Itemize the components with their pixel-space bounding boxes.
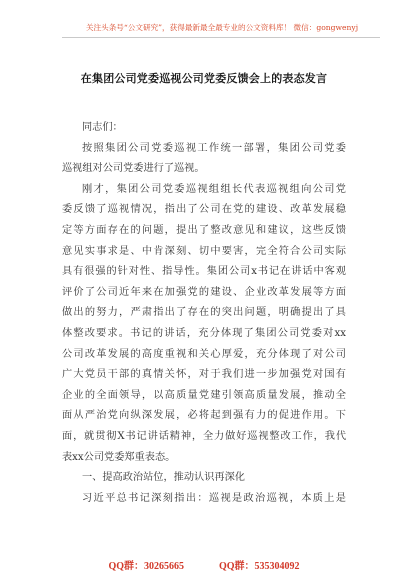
- document-title: 在集团公司党委巡视公司党委反馈会上的表态发言: [80, 72, 328, 85]
- page-header: [62, 21, 380, 38]
- body-line: 定等方面存在的问题，提出了整改意见和建议，这些反馈: [62, 224, 346, 236]
- body-line: 表xx公司党委郑重表态。: [62, 451, 176, 463]
- body-line: 巡视组对公司党委进行了巡视。: [62, 163, 205, 175]
- body-line: 评价了公司近年来在加强党的建设、企业改革发展等方面: [62, 286, 346, 298]
- body-line: 做出的努力，严肃指出了存在的突出问题，明确提出了具: [62, 307, 346, 319]
- body-line: 公司改革发展的高度重视和关心厚爱，充分体现了对公司: [62, 348, 346, 360]
- body-line: 一、提高政治站位，推动认识再深化: [82, 472, 245, 484]
- body-line: 刚才，集团公司党委巡视组组长代表巡视组向公司党: [82, 183, 346, 195]
- body-line: 企业的全面领导，以高质量党建引领高质量发展，推动全: [62, 389, 346, 401]
- body-line: 意见实事求是、中肯深刻、切中要害，完全符合公司实际: [62, 245, 346, 257]
- footer-qq-group-1: QQ群：30265665: [108, 561, 184, 572]
- body-line: 面从严治党向纵深发展，必将起到强有力的促进作用。下: [62, 410, 346, 422]
- body-line: 委反馈了巡视情况，指出了公司在党的建设、改革发展稳: [62, 204, 346, 216]
- body-line: 习近平总书记深刻指出：巡视是政治巡视，本质上是: [82, 492, 346, 504]
- body-line: 面，就贯彻X书记讲话精神，全力做好巡视整改工作，我代: [62, 430, 346, 442]
- footer-qq-group-2: QQ群：535304092: [219, 561, 300, 572]
- body-line: 具有很强的针对性、指导性。集团公司x书记在讲话中客观: [62, 266, 346, 278]
- document-body: [62, 118, 346, 509]
- body-line: 按照集团公司党委巡视工作统一部署，集团公司党委: [82, 142, 346, 154]
- body-line: 广大党员干部的真情关怀，对于我们进一步加强党对国有: [62, 369, 346, 381]
- body-line: 同志们：: [82, 122, 123, 133]
- header-banner: 关注头条号“公文研究”，获得最新最全最专业的公文资料库！ 微信：gongwenyj: [85, 23, 359, 32]
- page-footer: [0, 557, 408, 572]
- body-line: 体整改要求。书记的讲话，充分体现了集团公司党委对xx: [62, 327, 346, 339]
